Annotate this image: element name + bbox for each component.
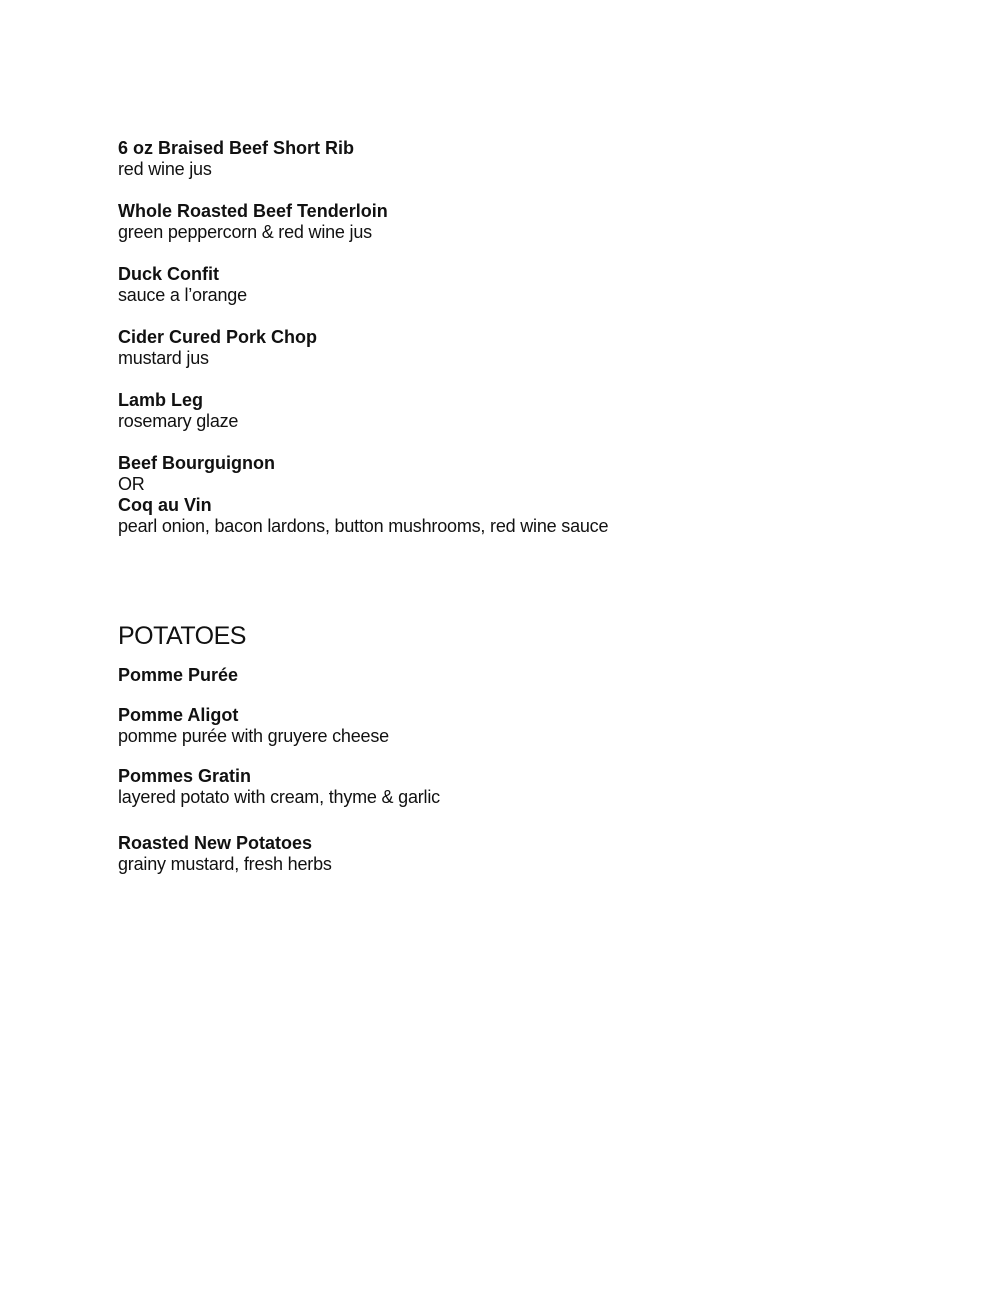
menu-item-name: Coq au Vin bbox=[118, 495, 212, 515]
menu-item-desc: layered potato with cream, thyme & garlic bbox=[118, 787, 440, 807]
menu-item-desc: green peppercorn & red wine jus bbox=[118, 222, 372, 242]
menu-item-pork-chop bbox=[118, 327, 317, 369]
menu-item-duck-confit bbox=[118, 264, 247, 306]
menu-item-name: Cider Cured Pork Chop bbox=[118, 327, 318, 347]
menu-item-desc: sauce a l’orange bbox=[118, 285, 247, 305]
menu-item-desc: rosemary glaze bbox=[118, 411, 239, 431]
menu-item-name: Beef Bourguignon bbox=[118, 453, 275, 473]
menu-item-roasted-new-potatoes bbox=[118, 833, 332, 875]
menu-item-name: Pomme Purée bbox=[118, 665, 239, 685]
menu-item-combo bbox=[118, 453, 608, 537]
menu-item-separator: OR bbox=[118, 474, 145, 494]
menu-item-name: Pommes Gratin bbox=[118, 766, 252, 786]
menu-item-desc: grainy mustard, fresh herbs bbox=[118, 854, 332, 874]
menu-item-desc: red wine jus bbox=[118, 159, 212, 179]
menu-item-beef-tenderloin bbox=[118, 201, 388, 243]
menu-item-pomme-aligot bbox=[118, 705, 389, 747]
menu-item-short-rib bbox=[118, 138, 354, 180]
menu-item-name: Lamb Leg bbox=[118, 390, 204, 410]
menu-item-pomme-puree bbox=[118, 665, 238, 686]
menu-item-pommes-gratin bbox=[118, 766, 440, 808]
menu-item-lamb-leg bbox=[118, 390, 238, 432]
menu-item-name: Roasted New Potatoes bbox=[118, 833, 313, 853]
menu-item-name: Duck Confit bbox=[118, 264, 219, 284]
menu-item-name: Pomme Aligot bbox=[118, 705, 239, 725]
menu-item-desc: pomme purée with gruyere cheese bbox=[118, 726, 389, 746]
menu-item-name: 6 oz Braised Beef Short Rib bbox=[118, 138, 355, 158]
menu-item-desc: pearl onion, bacon lardons, button mushrooms, red wine sauce bbox=[118, 516, 609, 536]
menu-item-desc: mustard jus bbox=[118, 348, 209, 368]
menu-item-name: Whole Roasted Beef Tenderloin bbox=[118, 201, 388, 221]
section-title-potatoes: POTATOES bbox=[118, 622, 246, 650]
